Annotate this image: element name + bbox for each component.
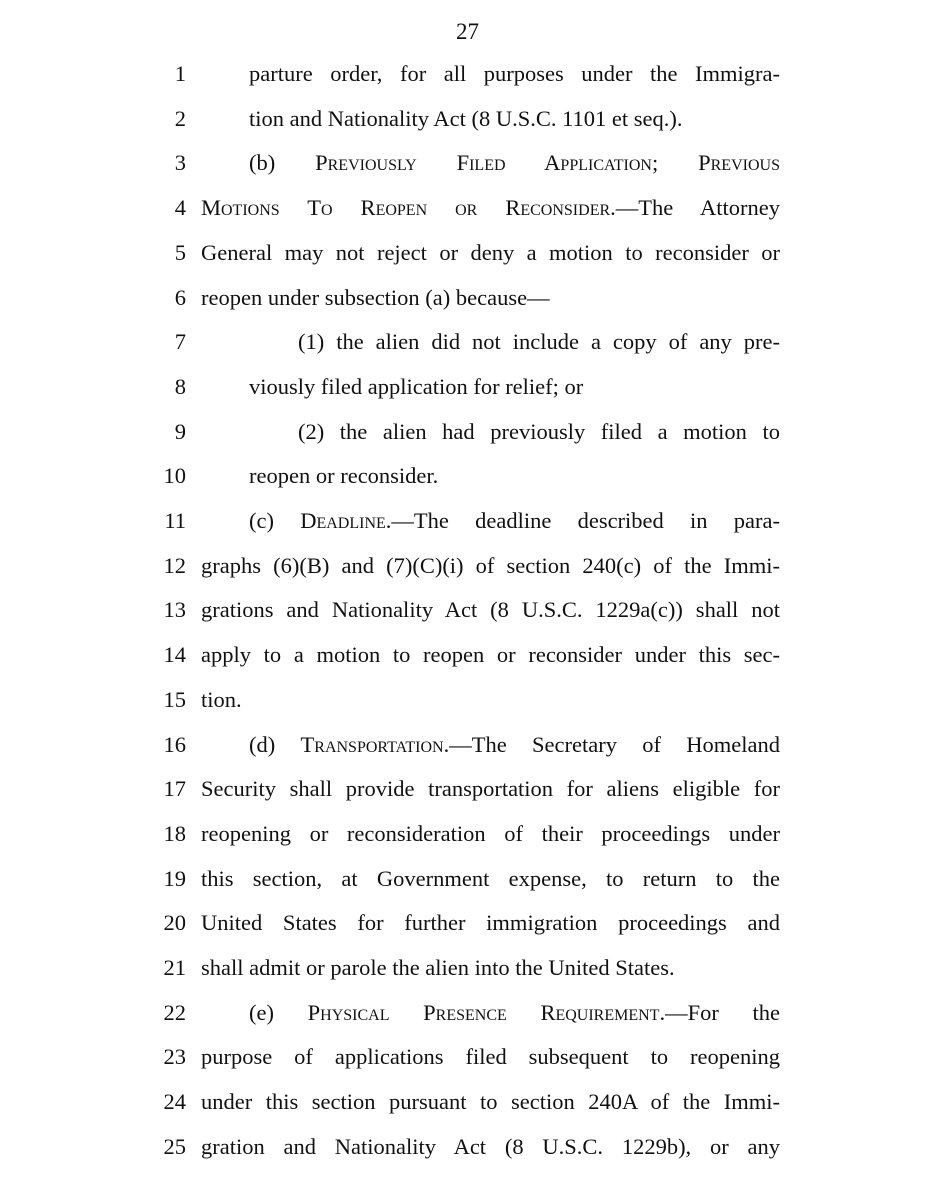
line-number: 5 bbox=[174, 239, 186, 265]
line-text bbox=[249, 372, 583, 402]
text-line bbox=[0, 864, 935, 894]
line-number: 13 bbox=[163, 597, 186, 623]
line-number: 12 bbox=[163, 552, 186, 578]
text-line bbox=[0, 1042, 935, 1072]
line-number: 3 bbox=[174, 150, 186, 176]
body-text: viously filed application for relief; or bbox=[249, 373, 584, 399]
text-line bbox=[0, 998, 935, 1028]
text-line bbox=[0, 908, 935, 938]
line-number: 4 bbox=[174, 195, 186, 221]
body-text: —For the bbox=[665, 999, 780, 1025]
body-text: reopen under subsection (a) because— bbox=[201, 284, 550, 310]
line-number: 19 bbox=[163, 865, 186, 891]
text-line bbox=[0, 1087, 935, 1117]
section-heading: Transportation. bbox=[300, 731, 450, 757]
body-text: (1) the alien did not include a copy of any pre- bbox=[298, 329, 780, 355]
body-text: (d) bbox=[249, 731, 301, 757]
line-number: 6 bbox=[174, 284, 186, 310]
line-text bbox=[298, 417, 780, 447]
text-line bbox=[0, 461, 935, 491]
line-text bbox=[249, 998, 780, 1028]
page-number: 27 bbox=[456, 19, 479, 44]
line-text bbox=[249, 461, 438, 491]
body-text: apply to a motion to reopen or reconsider under this sec- bbox=[201, 642, 780, 668]
section-heading: Previously Filed Application; Previous bbox=[315, 150, 780, 176]
line-text bbox=[201, 819, 780, 849]
line-number: 21 bbox=[163, 955, 186, 980]
line-number: 15 bbox=[163, 686, 186, 712]
line-number: 9 bbox=[174, 418, 186, 444]
text-line bbox=[0, 238, 935, 268]
body-text: reopen or reconsider. bbox=[249, 463, 439, 489]
text-line bbox=[0, 1132, 935, 1162]
body-text: (c) bbox=[249, 508, 301, 533]
body-text: purpose of applications filed subsequent to reopening bbox=[201, 1044, 780, 1070]
line-text bbox=[201, 1042, 780, 1072]
body-text: General may not reject or deny a motion to reconsider or bbox=[201, 239, 780, 265]
line-text bbox=[249, 59, 780, 89]
line-number: 7 bbox=[174, 329, 186, 355]
text-line bbox=[0, 417, 935, 447]
line-text bbox=[201, 238, 780, 268]
line-text bbox=[201, 640, 780, 670]
text-line bbox=[0, 953, 935, 983]
body-text: (e) bbox=[249, 999, 308, 1025]
text-line bbox=[0, 59, 935, 89]
line-number: 11 bbox=[164, 508, 186, 533]
body-text: parture order, for all purposes under the Immigra- bbox=[249, 61, 780, 86]
line-text bbox=[298, 327, 780, 357]
line-text bbox=[249, 148, 780, 178]
body-text: reopening or reconsideration of their proceedings under bbox=[201, 820, 780, 846]
body-text: grations and Nationality Act (8 U.S.C. 1229a(c)) shall not bbox=[201, 597, 780, 623]
text-line bbox=[0, 774, 935, 804]
text-line bbox=[0, 148, 935, 178]
text-line bbox=[0, 283, 935, 313]
line-text bbox=[201, 908, 780, 938]
line-number: 2 bbox=[174, 105, 186, 131]
section-heading: Physical Presence Requirement. bbox=[307, 999, 666, 1025]
line-number: 16 bbox=[163, 731, 186, 757]
body-text: —The Secretary of Homeland bbox=[449, 731, 780, 757]
line-text bbox=[249, 730, 780, 760]
line-text bbox=[201, 953, 675, 983]
line-number: 18 bbox=[163, 820, 186, 846]
line-text bbox=[201, 283, 550, 313]
text-line bbox=[0, 819, 935, 849]
line-number: 23 bbox=[163, 1044, 186, 1070]
line-number: 25 bbox=[163, 1133, 186, 1159]
body-text: (2) the alien had previously filed a motion to bbox=[298, 418, 780, 444]
line-text bbox=[201, 774, 780, 804]
section-heading: Motions To Reopen or Reconsider. bbox=[201, 195, 616, 221]
line-text bbox=[249, 104, 683, 134]
body-text: —The deadline described in para- bbox=[391, 508, 780, 533]
line-number: 10 bbox=[163, 463, 186, 489]
text-line bbox=[0, 327, 935, 357]
line-number: 17 bbox=[163, 776, 186, 802]
text-line bbox=[0, 595, 935, 625]
line-text bbox=[201, 551, 780, 581]
body-text: shall admit or parole the alien into the United States. bbox=[201, 955, 675, 980]
line-text bbox=[201, 1132, 780, 1162]
body-text: Security shall provide transportation for aliens eligible for bbox=[201, 776, 780, 802]
body-text: tion. bbox=[201, 686, 242, 712]
body-text: under this section pursuant to section 240A of the Immi- bbox=[201, 1089, 780, 1115]
line-number: 8 bbox=[174, 373, 186, 399]
body-text: this section, at Government expense, to return to the bbox=[201, 865, 780, 891]
text-line bbox=[0, 104, 935, 134]
text-line bbox=[0, 551, 935, 581]
line-text bbox=[201, 864, 780, 894]
text-line bbox=[0, 685, 935, 715]
line-number: 22 bbox=[163, 999, 186, 1025]
line-text bbox=[201, 193, 780, 223]
line-number: 14 bbox=[163, 642, 186, 668]
text-line bbox=[0, 640, 935, 670]
body-text: United States for further immigration proceedings and bbox=[201, 910, 780, 936]
line-text bbox=[201, 1087, 780, 1117]
line-text bbox=[201, 685, 242, 715]
body-text: tion and Nationality Act (8 U.S.C. 1101 et seq.). bbox=[249, 105, 683, 131]
line-number: 24 bbox=[163, 1089, 186, 1115]
line-number: 20 bbox=[163, 910, 186, 936]
body-text: —The Attorney bbox=[615, 195, 780, 221]
text-line bbox=[0, 372, 935, 402]
line-text bbox=[249, 506, 780, 536]
text-line bbox=[0, 730, 935, 760]
body-text: graphs (6)(B) and (7)(C)(i) of section 240(c) of the Immi- bbox=[201, 552, 780, 578]
body-text: gration and Nationality Act (8 U.S.C. 1229b), or any bbox=[201, 1133, 780, 1159]
text-line bbox=[0, 193, 935, 223]
text-line bbox=[0, 506, 935, 536]
line-number: 1 bbox=[174, 61, 186, 86]
line-text bbox=[201, 595, 780, 625]
section-heading: Deadline. bbox=[300, 508, 392, 533]
body-text: (b) bbox=[249, 150, 316, 176]
